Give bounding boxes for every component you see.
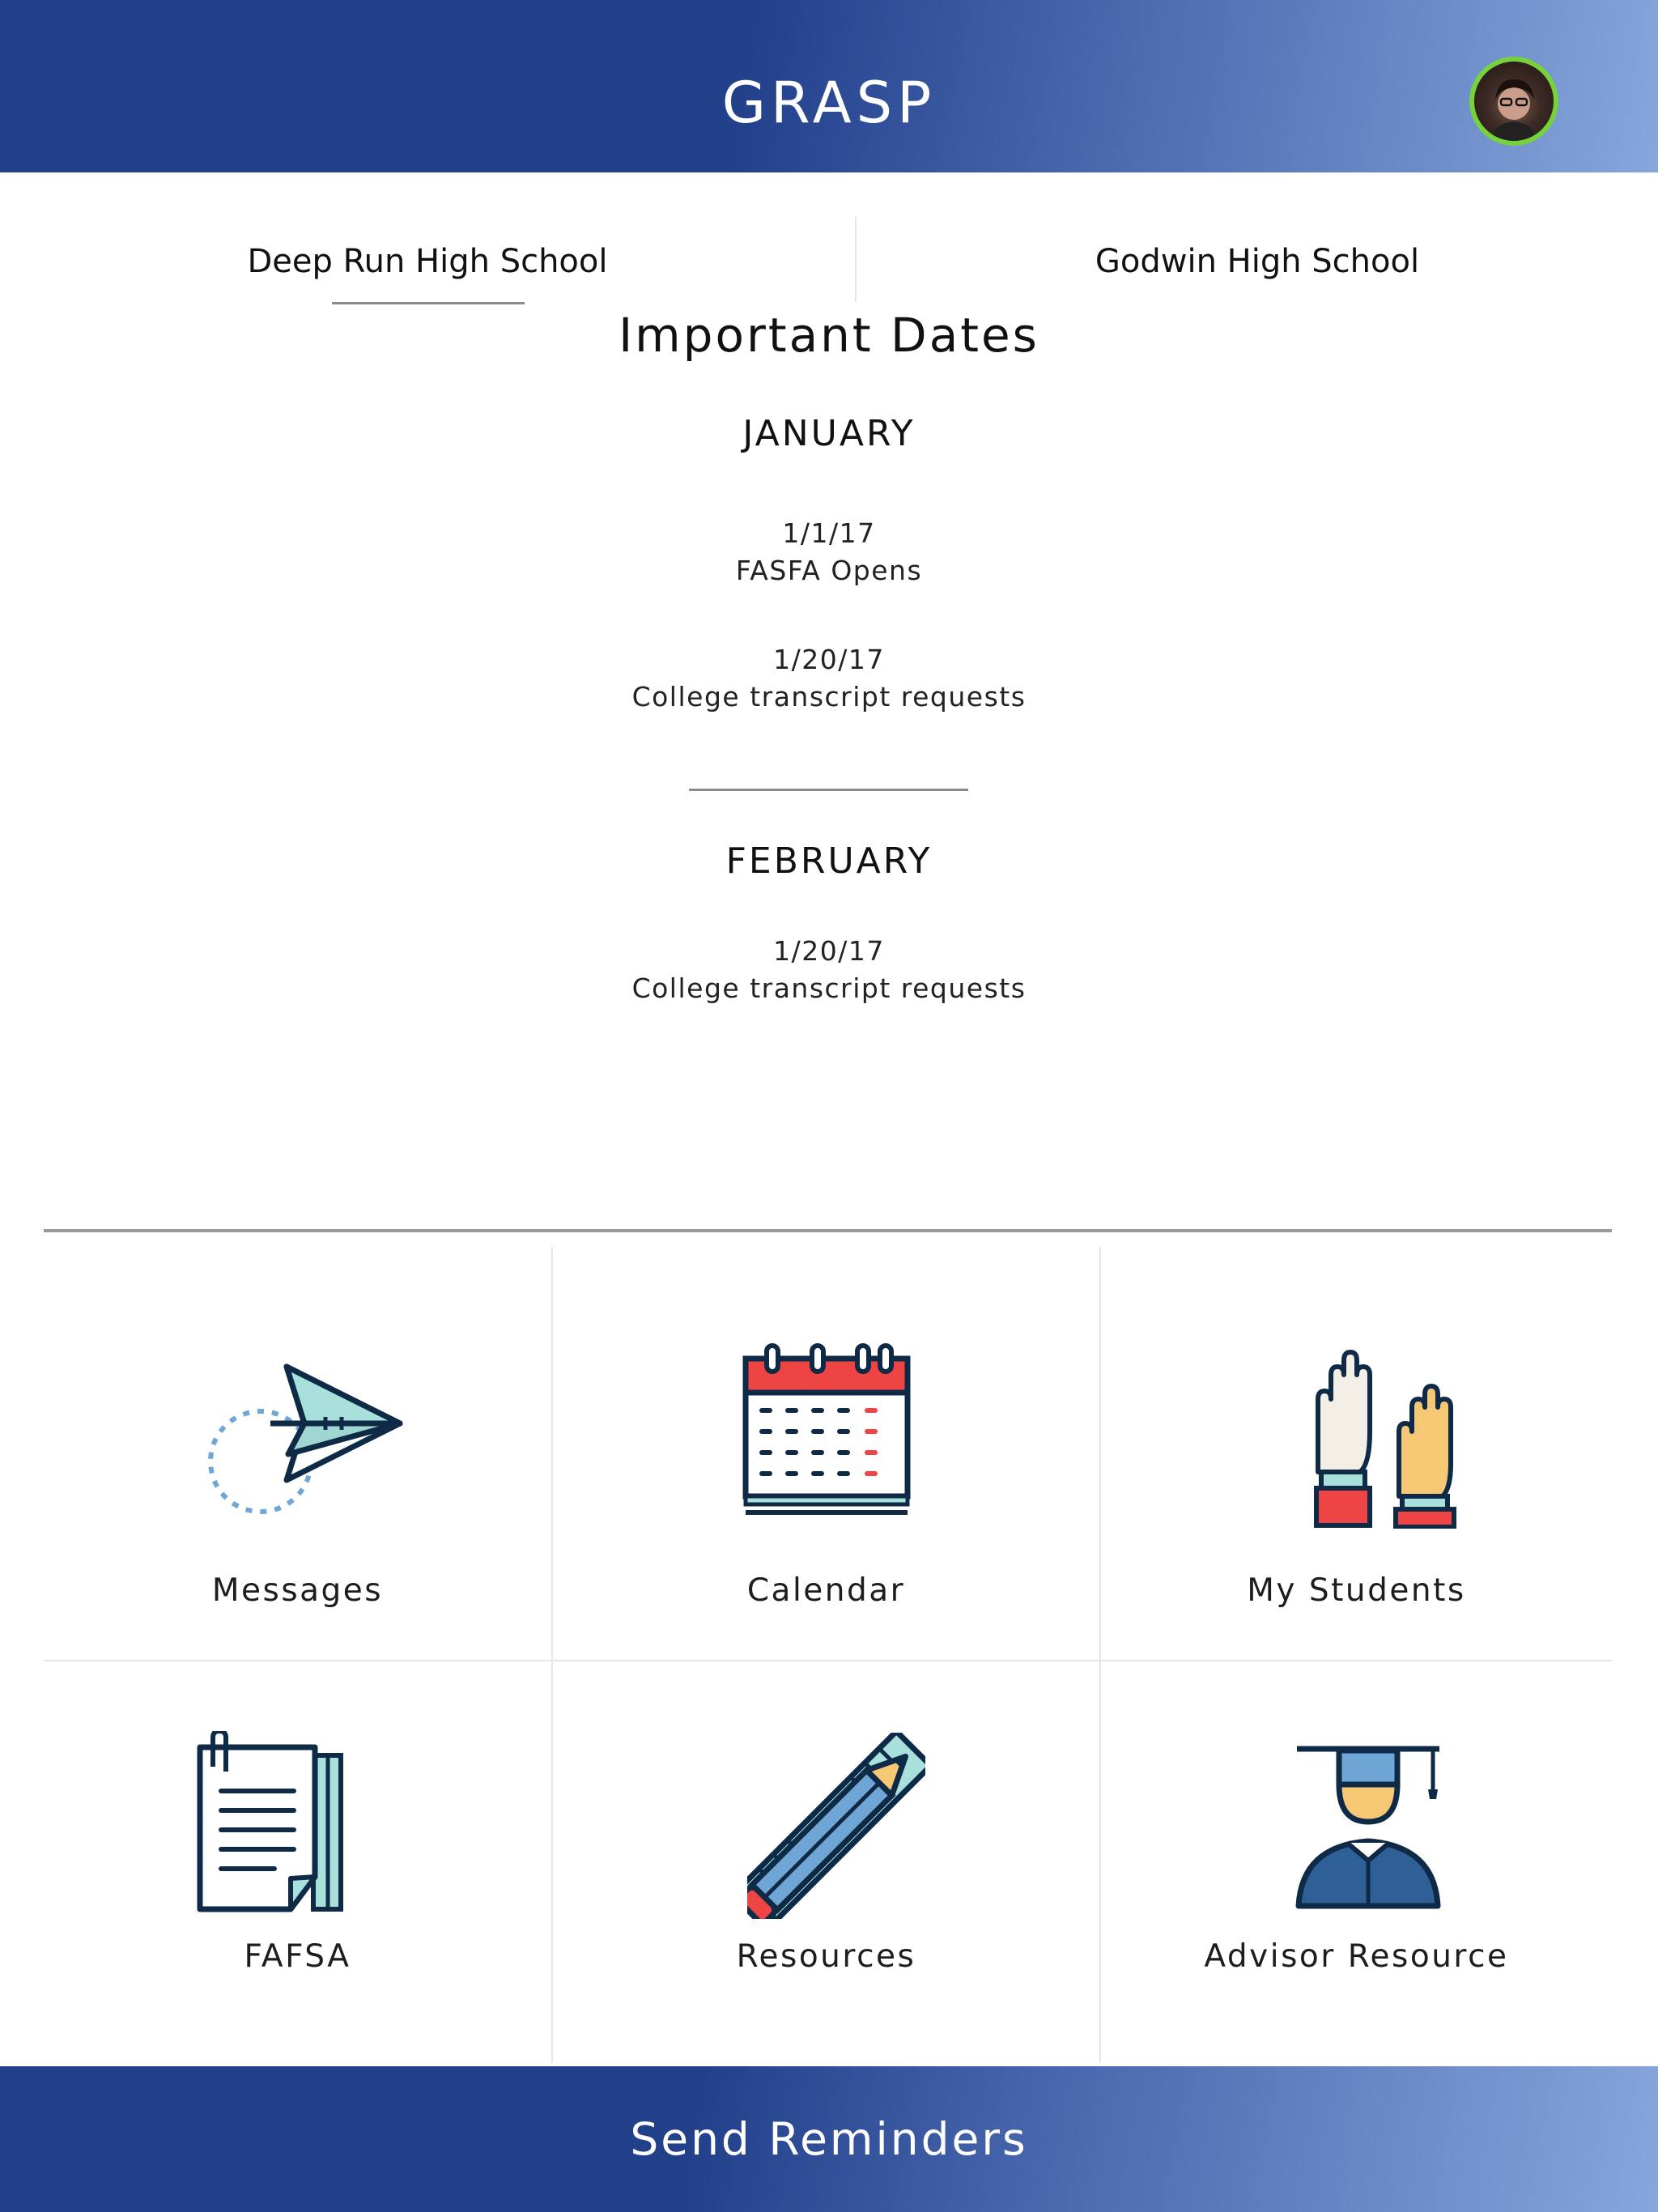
user-avatar[interactable] bbox=[1469, 57, 1558, 146]
calendar-icon bbox=[738, 1342, 916, 1521]
important-dates-title: Important Dates bbox=[619, 308, 1039, 363]
document-icon bbox=[193, 1731, 355, 1919]
tile-label: Resources bbox=[736, 1938, 916, 1975]
month-heading-february: FEBRUARY bbox=[725, 840, 933, 882]
event-date: 1/1/17 bbox=[782, 517, 876, 549]
calendar-tile[interactable] bbox=[553, 1247, 1099, 1658]
graduate-icon bbox=[1295, 1742, 1457, 1921]
tile-label: FAFSA bbox=[244, 1938, 351, 1975]
messages-tile[interactable] bbox=[44, 1247, 551, 1658]
tile-label: My Students bbox=[1247, 1572, 1466, 1609]
month-divider bbox=[689, 789, 968, 791]
tile-label: Messages bbox=[211, 1572, 384, 1609]
selected-tab-indicator bbox=[332, 302, 525, 304]
event-text: College transcript requests bbox=[631, 681, 1027, 713]
month-heading-january: JANUARY bbox=[742, 413, 916, 454]
event-text: College transcript requests bbox=[631, 972, 1027, 1004]
tile-label: Calendar bbox=[746, 1572, 906, 1609]
fafsa-tile[interactable] bbox=[44, 1661, 551, 2063]
ruler-pencil-icon bbox=[747, 1733, 925, 1919]
tab-godwin-high-school[interactable]: Godwin High School bbox=[1095, 243, 1420, 280]
tile-label: Advisor Resource bbox=[1204, 1938, 1509, 1975]
event-text: FASFA Opens bbox=[735, 555, 923, 586]
send-reminders-label: Send Reminders bbox=[630, 2113, 1028, 2165]
tab-deep-run-high-school[interactable]: Deep Run High School bbox=[247, 243, 608, 280]
grid-divider bbox=[44, 1229, 1612, 1232]
advisor-resource-tile[interactable] bbox=[1101, 1661, 1612, 2063]
paper-plane-icon bbox=[181, 1342, 424, 1521]
raised-hands-icon bbox=[1303, 1342, 1465, 1529]
event-date: 1/20/17 bbox=[773, 935, 885, 967]
event-date: 1/20/17 bbox=[773, 644, 885, 675]
send-reminders-button[interactable] bbox=[0, 2066, 1658, 2212]
my-students-tile[interactable] bbox=[1101, 1247, 1612, 1658]
app-title: GRASP bbox=[721, 70, 937, 136]
resources-tile[interactable] bbox=[553, 1661, 1099, 2063]
